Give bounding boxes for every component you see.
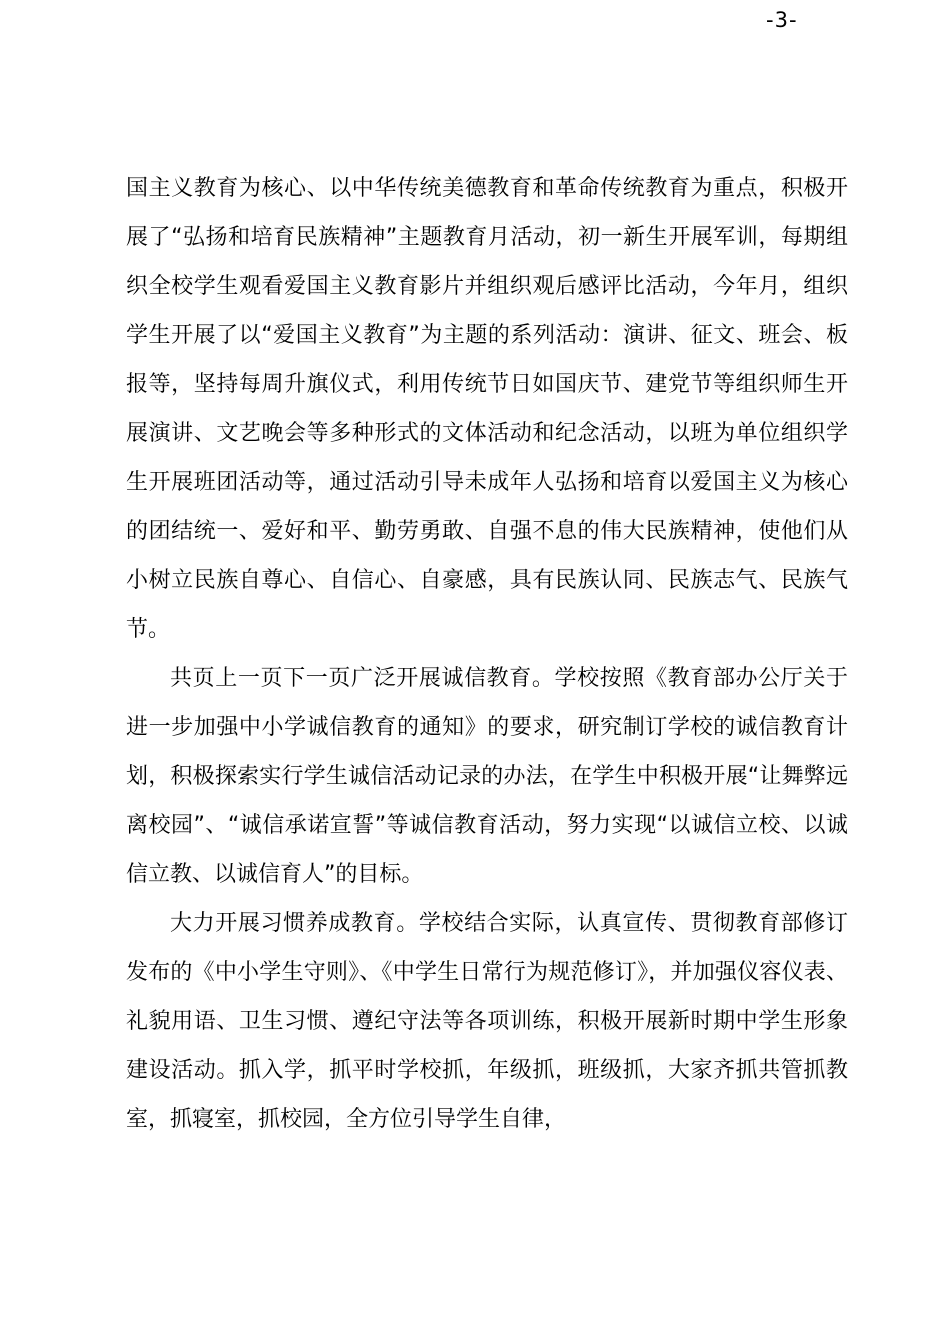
paragraph-patriotic-education: 国主义教育为核心、以中华传统美德教育和革命传统教育为重点，积极开展了“弘扬和培育民族精神”主题教育月活动，初一新生开展军训，每期组织全校学生观看爱国主义教育影片并组织观后感评比活动，今年月，组织学生开展了以“爱国主义教育”为主题的系列活动：演讲、征文、班会、板报等，坚持每周升旗仪式，利用传统节日如国庆节、建党节等组织师生开展演讲、文艺晚会等多种形式的文体活动和纪念活动，以班为单位组织学生开展班团活动等，通过活动引导未成年人弘扬和培育以爱国主义为核心的团结统一、爱好和平、勤劳勇敢、自强不息的伟大民族精神，使他们从小树立民族自尊心、自信心、自豪感，具有民族认同、民族志气、民族气节。 — [126, 176, 848, 642]
body-text — [126, 164, 848, 1144]
paragraph-habit-education: 大力开展习惯养成教育。学校结合实际，认真宣传、贯彻教育部修订发布的《中小学生守则》、《中学生日常行为规范修订》，并加强仪容仪表、礼貌用语、卫生习惯、遵纪守法等各项训练，积极开展新时期中学生形象建设活动。抓入学，抓平时学校抓，年级抓，班级抓，大家齐抓共管抓教室，抓寝室，抓校园，全方位引导学生自律， — [126, 911, 848, 1132]
page-number: -3- — [766, 8, 798, 32]
paragraph-integrity-education: 共页上一页下一页广泛开展诚信教育。学校按照《教育部办公厅关于进一步加强中小学诚信教育的通知》的要求，研究制订学校的诚信教育计划，积极探索实行学生诚信活动记录的办法，在学生中积极开展“让舞弊远离校园”、“诚信承诺宣誓”等诚信教育活动，努力实现“以诚信立校、以诚信立教、以诚信育人”的目标。 — [126, 666, 848, 887]
